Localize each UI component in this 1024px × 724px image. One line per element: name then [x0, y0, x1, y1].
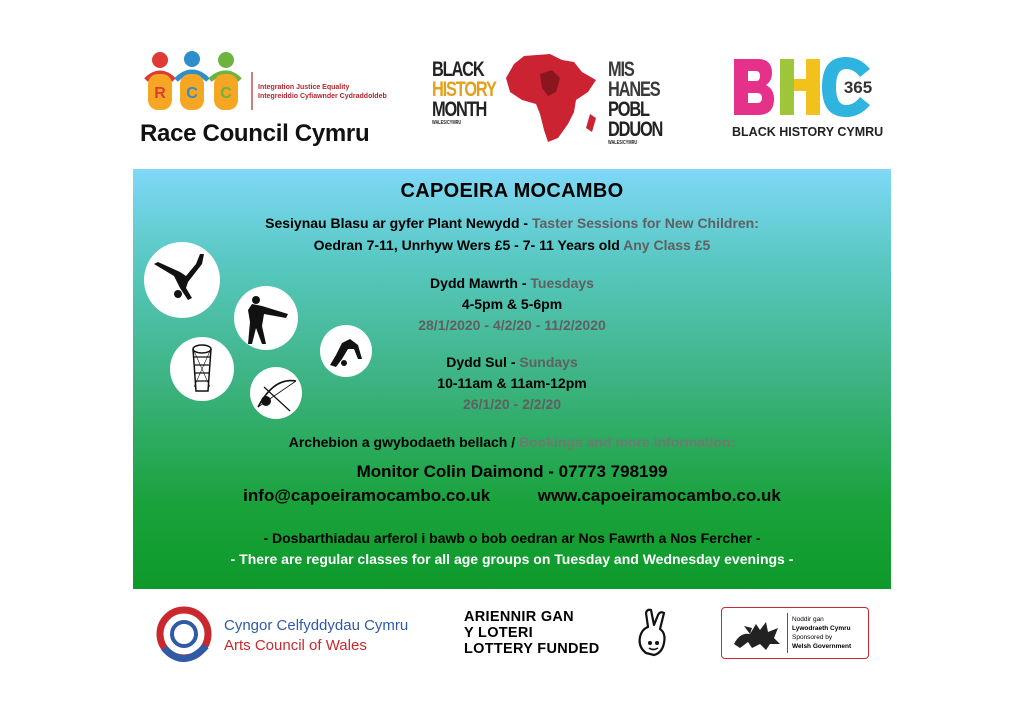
- rcc-figures-icon: [140, 50, 260, 114]
- atabaque-drum-icon: [170, 337, 234, 401]
- bookings-cy: Archebion a gwybodaeth bellach /: [288, 434, 516, 450]
- bhm-welsh-wordmark: [608, 60, 676, 147]
- welsh-gov-line-2: Lywodraeth Cymru: [792, 625, 851, 632]
- bhm-line-dduon: DDUON: [608, 118, 663, 141]
- tuesday-times: 4-5pm & 5-6pm: [461, 296, 563, 312]
- age-line: Oedran 7-11, Unrhyw Wers £5 - 7- 11 Years old Any Class £5: [313, 237, 711, 253]
- rcc-letter-c1: C: [186, 85, 198, 102]
- sunday-dates: 26/1/20 - 2/2/20: [462, 396, 562, 412]
- taster-line: Sesiynau Blasu ar gyfer Plant Newydd - Taster Sessions for New Children:: [265, 215, 759, 231]
- bhm-left-small: WALES/CYMRU: [432, 120, 462, 126]
- regular-classes-cy: - Dosbarthiadau arferol i bawb o bob oedran ar Nos Fawrth a Nos Fercher -: [263, 530, 761, 546]
- bookings-en: Bookings and more information:: [519, 434, 736, 450]
- sunday-cy: Dydd Sul: [446, 354, 507, 370]
- rcc-letter-r: R: [154, 85, 166, 102]
- bookings-line: [133, 434, 891, 450]
- tuesday-heading: Dydd Mawrth - Tuesdays: [430, 275, 594, 291]
- africa-map-icon: [502, 52, 602, 148]
- arts-council-text: [224, 616, 408, 656]
- bhc-name: BLACK HISTORY CYMRU: [732, 125, 884, 139]
- lottery-text: [464, 609, 600, 657]
- bhm-line-mis-hanes: MIS HANES: [608, 58, 660, 101]
- lottery-line-1: ARIENNIR GAN: [464, 609, 574, 625]
- bhc-number: 365: [843, 78, 873, 97]
- rcc-letter-c2: C: [220, 85, 232, 102]
- sunday-en: Sundays: [519, 354, 578, 370]
- contact-line: Monitor Colin Daimond - 07773 798199: [356, 462, 668, 481]
- bhm-english-wordmark: [432, 60, 496, 127]
- welsh-gov-line-1: Noddir gan: [792, 616, 824, 623]
- capoeira-fighter-icon: [234, 286, 298, 350]
- race-council-cymru-logo: [140, 50, 420, 148]
- bhm-line-month: MONTH: [432, 98, 487, 121]
- rcc-tagline-en: Integration Justice Equality: [258, 84, 350, 91]
- lottery-line-3: LOTTERY FUNDED: [464, 641, 600, 657]
- rcc-tagline-cy: Integreiddio Cyfiawnder Cydraddoldeb: [258, 93, 387, 100]
- bhm-line-history: HISTORY: [432, 78, 496, 101]
- poster-title: CAPOEIRA MOCAMBO: [400, 180, 624, 202]
- welsh-dragon-icon: [730, 614, 784, 654]
- berimbau-icon: [250, 367, 302, 419]
- bhc-365-icon: [732, 55, 882, 123]
- tuesday-dates: 28/1/2020 - 4/2/20 - 11/2/2020: [418, 317, 606, 333]
- contact-website[interactable]: www.capoeiramocambo.co.uk: [537, 486, 781, 505]
- capoeira-kick-icon: [144, 242, 220, 318]
- taster-en: Taster Sessions for New Children:: [531, 215, 759, 231]
- black-history-cymru-logo: [732, 55, 882, 145]
- age-en-b: Any Class £5: [623, 237, 711, 253]
- capoeira-poster-panel: [133, 169, 891, 589]
- black-history-month-logo: [430, 52, 695, 148]
- rcc-tagline: [258, 83, 387, 101]
- bhm-right-small: WALES/CYMRU: [608, 140, 638, 146]
- contact-email[interactable]: info@capoeiramocambo.co.uk: [243, 486, 491, 505]
- welsh-gov-line-4: Welsh Government: [792, 643, 852, 650]
- capoeira-handstand-icon: [320, 325, 372, 377]
- arts-council-of-wales-logo: [152, 604, 442, 664]
- lottery-funded-logo: [464, 607, 674, 659]
- bhm-line-black: BLACK: [432, 58, 484, 81]
- arts-council-cy: Cyngor Celfyddydau Cymru: [224, 617, 409, 634]
- taster-cy: Sesiynau Blasu ar gyfer Plant Newydd: [265, 215, 520, 231]
- rcc-name: Race Council Cymru: [140, 120, 370, 147]
- arts-council-en: Arts Council of Wales: [224, 637, 367, 654]
- tuesday-cy: Dydd Mawrth: [430, 275, 518, 291]
- lottery-line-2: Y LOTERI: [464, 625, 534, 641]
- arts-council-ring-icon: [152, 604, 216, 664]
- tuesday-en: Tuesdays: [530, 275, 594, 291]
- age-en-a: 7- 11 Years old: [522, 237, 620, 253]
- age-cy: Oedran 7-11, Unrhyw Wers £5: [313, 237, 511, 253]
- sunday-times: 10-11am & 11am-12pm: [437, 375, 587, 391]
- welsh-gov-text: [792, 615, 851, 651]
- welsh-gov-separator: [787, 613, 788, 653]
- welsh-government-logo: [721, 607, 869, 659]
- regular-classes-en: - There are regular classes for all age groups on Tuesday and Wednesday evenings -: [230, 551, 794, 567]
- bhm-line-pobl: POBL: [608, 98, 649, 121]
- sunday-heading: Dydd Sul - Sundays: [446, 354, 578, 370]
- links-line: [133, 486, 891, 506]
- welsh-gov-line-3: Sponsored by: [792, 634, 833, 641]
- crossed-fingers-icon: [632, 607, 672, 659]
